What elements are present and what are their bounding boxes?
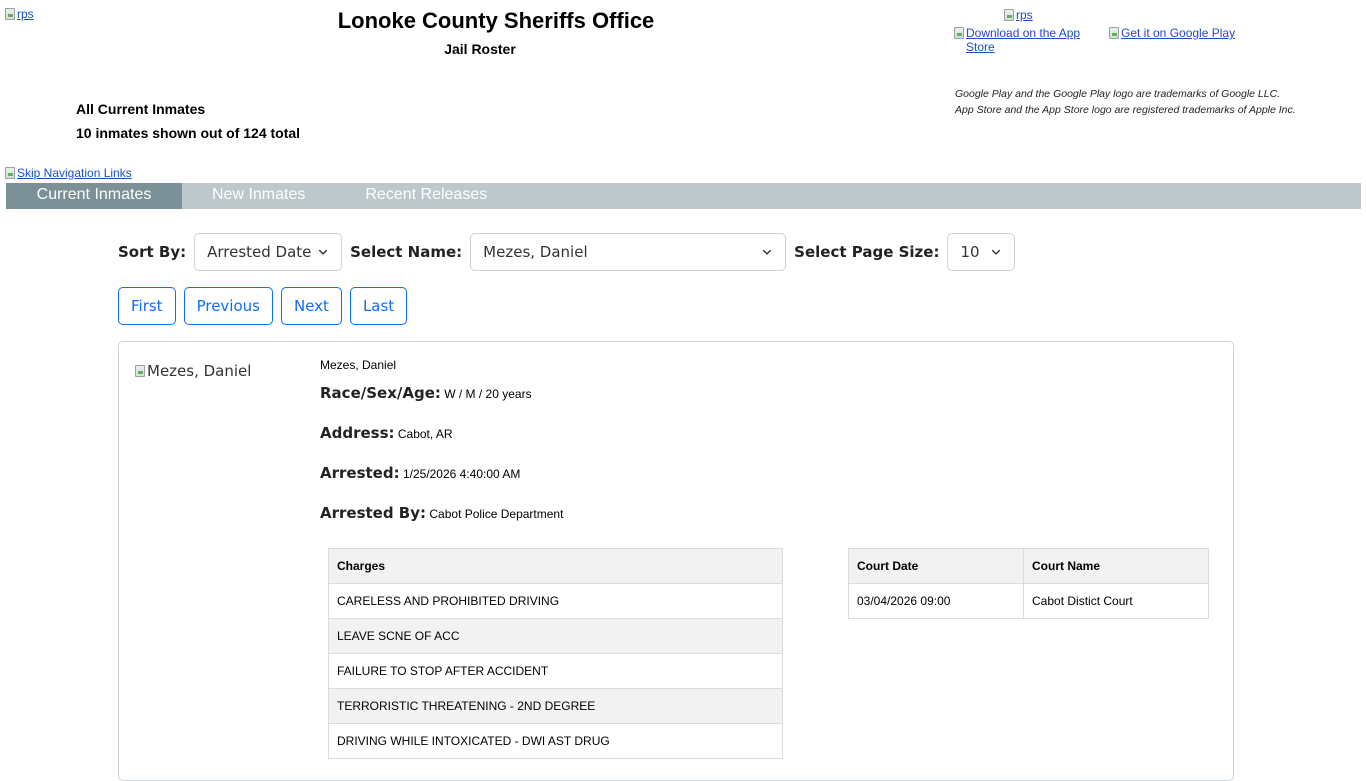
charges-header: Charges <box>329 549 783 584</box>
nav-bar <box>6 183 1361 209</box>
next-button[interactable]: Next <box>281 287 342 325</box>
address-label: Address: <box>320 424 395 442</box>
last-button[interactable]: Last <box>350 287 407 325</box>
table-row <box>329 584 783 619</box>
sort-value: Arrested Date <box>207 243 312 261</box>
sort-label: Sort By: <box>118 243 187 261</box>
court-name-cell: Cabot Distict Court <box>1024 584 1209 619</box>
inmate-card <box>118 341 1234 781</box>
court-date-cell: 03/04/2026 09:00 <box>849 584 1024 619</box>
table-row <box>329 619 783 654</box>
table-row <box>849 584 1209 619</box>
charges-table <box>328 548 783 759</box>
trademark-apple: App Store and the App Store logo are registered trademarks of Apple Inc. <box>955 104 1296 116</box>
chevron-down-icon <box>761 246 773 258</box>
previous-button[interactable]: Previous <box>184 287 273 325</box>
charge-cell: FAILURE TO STOP AFTER ACCIDENT <box>329 654 783 689</box>
table-row <box>329 724 783 759</box>
tab-new-inmates[interactable]: New Inmates <box>212 186 306 203</box>
site-title: Lonoke County Sheriffs Office <box>337 8 655 33</box>
charge-cell: DRIVING WHILE INTOXICATED - DWI AST DRUG <box>329 724 783 759</box>
arrested-value: 1/25/2026 4:40:00 AM <box>402 467 521 481</box>
inmates-count: 10 inmates shown out of 124 total <box>76 125 301 141</box>
race-sex-age-field <box>320 384 532 402</box>
photo-alt-text: Mezes, Daniel <box>147 362 252 380</box>
name-select[interactable] <box>470 233 786 271</box>
arrested-by-value: Cabot Police Department <box>429 507 564 521</box>
logo-right-alt-text: rps <box>1016 8 1033 22</box>
page-size-label: Select Page Size: <box>794 243 940 261</box>
broken-image-icon <box>954 27 964 39</box>
site-subtitle: Jail Roster <box>444 41 516 57</box>
inmate-name: Mezes, Daniel <box>320 358 397 372</box>
inmate-photo <box>135 362 251 380</box>
logo-alt-text: rps <box>17 7 34 21</box>
court-date-header: Court Date <box>849 549 1024 584</box>
court-table <box>848 548 1209 619</box>
broken-image-icon <box>1109 27 1119 39</box>
filter-controls <box>118 233 1023 271</box>
arrested-by-field <box>320 504 563 522</box>
address-value: Cabot, AR <box>397 427 453 441</box>
skip-nav-text: Skip Navigation Links <box>17 166 132 180</box>
broken-image-icon <box>135 365 145 377</box>
page-size-select[interactable] <box>947 233 1015 271</box>
sort-select[interactable] <box>194 233 342 271</box>
table-row <box>329 689 783 724</box>
name-label: Select Name: <box>350 243 463 261</box>
name-value: Mezes, Daniel <box>483 243 588 261</box>
google-play-link[interactable] <box>1109 26 1235 40</box>
skip-navigation-link[interactable] <box>5 166 132 180</box>
first-button[interactable]: First <box>118 287 176 325</box>
arrested-label: Arrested: <box>320 464 400 482</box>
court-name-header: Court Name <box>1024 549 1209 584</box>
address-field <box>320 424 453 442</box>
google-play-alt-text: Get it on Google Play <box>1121 26 1236 40</box>
logo-right-link[interactable] <box>1004 8 1033 22</box>
app-store-alt-text: Download on the App Store <box>966 26 1081 54</box>
broken-image-icon <box>5 167 15 179</box>
charge-cell: LEAVE SCNE OF ACC <box>329 619 783 654</box>
page-size-value: 10 <box>960 243 980 261</box>
app-store-link[interactable] <box>954 26 1104 54</box>
chevron-down-icon <box>990 246 1002 258</box>
table-row <box>329 654 783 689</box>
pager <box>118 287 415 325</box>
chevron-down-icon <box>317 246 329 258</box>
inmates-heading: All Current Inmates <box>76 101 206 117</box>
race-label: Race/Sex/Age: <box>320 384 441 402</box>
arrested-field <box>320 464 520 482</box>
tab-current-inmates[interactable]: Current Inmates <box>6 183 182 209</box>
race-value: W / M / 20 years <box>444 387 532 401</box>
trademark-google: Google Play and the Google Play logo are trademarks of Google LLC. <box>955 88 1281 100</box>
arrested-by-label: Arrested By: <box>320 504 427 522</box>
broken-image-icon <box>1004 9 1014 21</box>
tab-recent-releases[interactable]: Recent Releases <box>365 186 488 203</box>
charge-cell: TERRORISTIC THREATENING - 2ND DEGREE <box>329 689 783 724</box>
charge-cell: CARELESS AND PROHIBITED DRIVING <box>329 584 783 619</box>
